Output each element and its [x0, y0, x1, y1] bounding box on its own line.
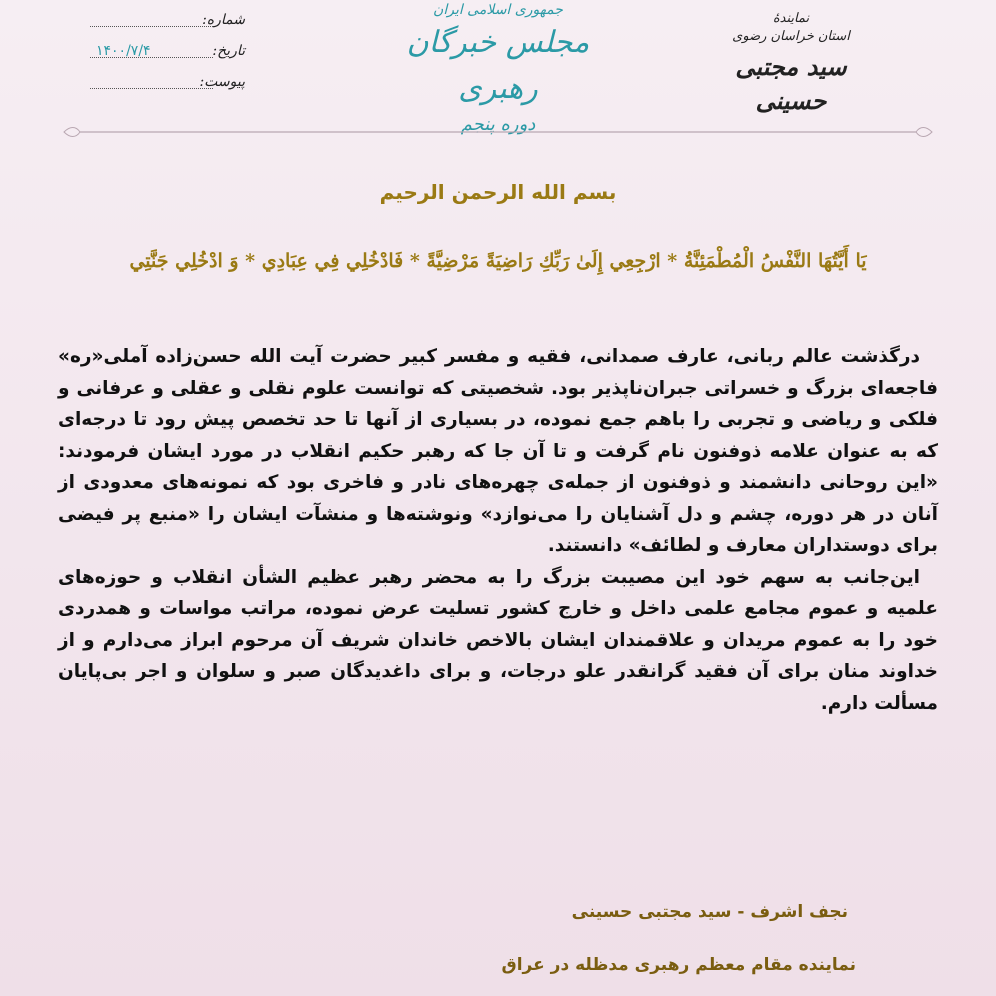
date-label: تاریخ: — [212, 43, 245, 59]
number-dotted-line — [90, 26, 213, 27]
crest-institution: مجلس خبرگان رهبری — [406, 25, 590, 106]
attachment-dotted-line — [90, 88, 213, 89]
letter-body — [58, 341, 938, 719]
basmala: بسم الله الرحمن الرحیم — [379, 180, 617, 204]
meta-attachment-row — [90, 74, 245, 105]
letter-paragraph-2: این‌جانب به سهم خود این مصیبت بزرگ را به محضر رهبر عظیم الشأن انقلاب و حوزه‌های علمیه و عموم مجامع علمی داخل و خارج کشور تسلیت عرض نموده، مراتب مواسات و همدردی خود را به عموم مریدان و علاقمندان ایشان بالاخص خاندان شریف آن مرحوم ابراز می‌دارم و از خداوند منان برای آن فقید گرانقدر علو درجات، و برای داغدیدگان صبر و سلوان و اجر بی‌پایان مسألت دارم. — [58, 566, 938, 714]
signature-title: نماینده مقام معظم رهبری مدظله در عراق — [501, 955, 856, 975]
institution-crest — [378, 0, 618, 138]
date-value: ۱۴۰۰/۷/۴ — [96, 43, 151, 59]
representative-block — [706, 10, 876, 118]
meta-date-row — [90, 43, 245, 74]
representative-title: نمایندۀ — [772, 11, 810, 26]
crest-term: دوره پنجم — [460, 114, 536, 135]
attachment-label: پیوست: — [199, 74, 245, 90]
representative-province: استان خراسان رضوی — [732, 29, 850, 44]
letter-paragraph-1: درگذشت عالم ربانی، عارف صمدانی، فقیه و مفسر کبیر حضرت آیت الله حسن‌زاده آملی«ره» فاجعه‌ای بزرگ و خسراتی جبران‌ناپذیر بود. شخصیتی که توانست علوم نقلی و عقلی و عرفانی و فلکی و ریاضی و تجربی را باهم جمع نموده، در بسیاری از آنها تا حد تخصص پیش رود تا درجه‌ای که به عنوان علامه ذوفنون نام گرفت و تا آن جا که رهبر حکیم انقلاب در مورد ایشان فرمودند: «این روحانی دانشمند و ذوفنون از جمله‌ی چهره‌های نادر و فاخری بود که نمونه‌های معدودی از آنان در هر دوره، چشم و دل آشنایان را می‌نوازد» ونوشته‌ها و منشآت ایشان را «منبع پر فیضی برای دوستداران معارف و لطائف» دانستند. — [58, 346, 938, 556]
quran-verse: یَا أَیَّتُهَا النَّفْسُ الْمُطْمَئِنَّةُ * ارْجِعِي إِلَىٰ رَبِّكِ رَاضِيَةً مَرْضِيَّةً * فَادْخُلِي فِي عِبَادِي * وَ ادْخُلِي جَنَّتِي — [129, 250, 867, 272]
signature-name: نجف اشرف - سید مجتبی حسینی — [571, 902, 848, 922]
number-label: شماره: — [202, 12, 245, 28]
meta-number-row — [90, 12, 245, 43]
letter-meta — [90, 12, 245, 105]
ornamental-divider — [62, 127, 934, 137]
crest-country: جمهوری اسلامی ایران — [433, 2, 563, 18]
representative-name: سید مجتبی حسینی — [735, 52, 847, 115]
